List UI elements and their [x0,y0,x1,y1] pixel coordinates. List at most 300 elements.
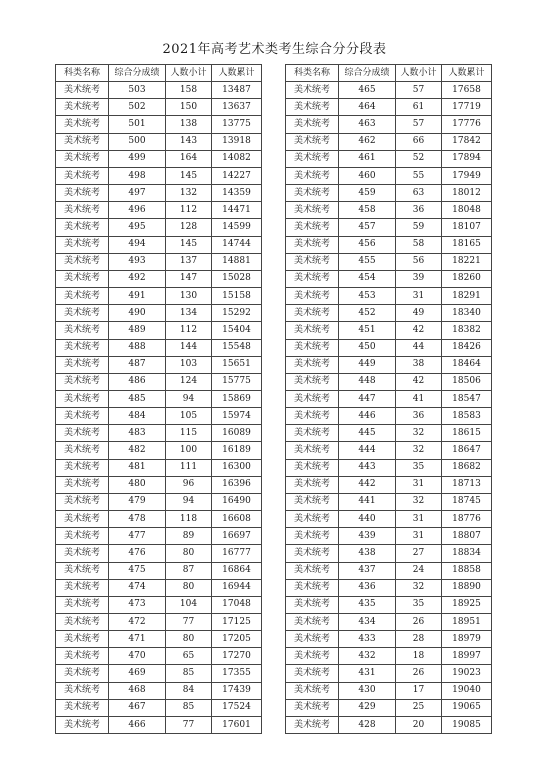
cell-category: 美术统考 [286,596,339,613]
cell-count: 57 [396,116,442,133]
cell-count: 41 [396,390,442,407]
cell-category: 美术统考 [56,150,109,167]
cell-score: 437 [339,562,396,579]
cell-score: 484 [109,408,166,425]
cell-category: 美术统考 [286,133,339,150]
cell-category: 美术统考 [56,631,109,648]
cell-count: 36 [396,408,442,425]
cell-score: 463 [339,116,396,133]
table-header-row [286,65,492,82]
table-row [286,442,492,459]
cell-category: 美术统考 [56,305,109,322]
cell-score: 471 [109,631,166,648]
cell-category: 美术统考 [286,408,339,425]
table-row [286,579,492,596]
cell-cumulative: 18776 [442,511,492,528]
table-row [56,133,262,150]
cell-category: 美术统考 [286,322,339,339]
cell-count: 36 [396,202,442,219]
table-row [56,459,262,476]
table-row [286,476,492,493]
table-row [56,253,262,270]
cell-category: 美术统考 [286,665,339,682]
table-row [56,270,262,287]
cell-cumulative: 18615 [442,425,492,442]
table-row [56,82,262,99]
cell-score: 475 [109,562,166,579]
table-row [286,82,492,99]
cell-score: 502 [109,99,166,116]
cell-category: 美术统考 [56,493,109,510]
cell-cumulative: 18682 [442,459,492,476]
cell-count: 20 [396,716,442,733]
cell-cumulative: 17125 [212,614,262,631]
cell-count: 164 [166,150,212,167]
cell-score: 453 [339,288,396,305]
table-row [286,699,492,716]
table-row [56,631,262,648]
cell-cumulative: 17949 [442,167,492,184]
table-row [286,408,492,425]
cell-category: 美术统考 [56,133,109,150]
cell-cumulative: 18012 [442,185,492,202]
cell-score: 444 [339,442,396,459]
cell-count: 17 [396,682,442,699]
cell-cumulative: 15651 [212,356,262,373]
cell-count: 57 [396,82,442,99]
cell-count: 26 [396,665,442,682]
cell-count: 89 [166,528,212,545]
cell-cumulative: 17355 [212,665,262,682]
cell-count: 137 [166,253,212,270]
cell-score: 480 [109,476,166,493]
cell-cumulative: 18382 [442,322,492,339]
cell-category: 美术统考 [286,150,339,167]
cell-count: 115 [166,425,212,442]
cell-score: 481 [109,459,166,476]
cell-category: 美术统考 [56,99,109,116]
cell-category: 美术统考 [286,270,339,287]
table-row [56,322,262,339]
cell-count: 42 [396,373,442,390]
cell-category: 美术统考 [286,202,339,219]
cell-category: 美术统考 [56,116,109,133]
cell-cumulative: 17601 [212,716,262,733]
cell-count: 58 [396,236,442,253]
table-row [286,511,492,528]
cell-score: 488 [109,339,166,356]
cell-cumulative: 17894 [442,150,492,167]
cell-count: 55 [396,167,442,184]
cell-score: 497 [109,185,166,202]
table-row [56,545,262,562]
header-category: 科类名称 [286,65,339,82]
cell-count: 42 [396,322,442,339]
cell-cumulative: 18834 [442,545,492,562]
table-row [56,356,262,373]
cell-count: 103 [166,356,212,373]
cell-count: 150 [166,99,212,116]
table-row [56,202,262,219]
header-score: 综合分成绩 [109,65,166,82]
cell-score: 454 [339,270,396,287]
cell-count: 77 [166,716,212,733]
cell-category: 美术统考 [286,493,339,510]
cell-count: 35 [396,596,442,613]
cell-category: 美术统考 [286,511,339,528]
cell-score: 501 [109,116,166,133]
cell-cumulative: 19040 [442,682,492,699]
cell-category: 美术统考 [56,596,109,613]
cell-cumulative: 17776 [442,116,492,133]
cell-category: 美术统考 [286,253,339,270]
table-row [286,614,492,631]
cell-score: 428 [339,716,396,733]
cell-category: 美术统考 [56,511,109,528]
cell-category: 美术统考 [286,82,339,99]
cell-cumulative: 15775 [212,373,262,390]
cell-count: 44 [396,339,442,356]
cell-category: 美术统考 [286,459,339,476]
cell-category: 美术统考 [56,545,109,562]
cell-score: 495 [109,219,166,236]
cell-score: 441 [339,493,396,510]
table-row [286,236,492,253]
table-row [56,699,262,716]
table-row [56,476,262,493]
cell-score: 485 [109,390,166,407]
table-row [56,288,262,305]
cell-category: 美术统考 [56,682,109,699]
cell-category: 美术统考 [56,665,109,682]
cell-category: 美术统考 [56,82,109,99]
cell-category: 美术统考 [56,339,109,356]
cell-cumulative: 18506 [442,373,492,390]
cell-cumulative: 15292 [212,305,262,322]
cell-score: 451 [339,322,396,339]
table-row [56,648,262,665]
cell-score: 440 [339,511,396,528]
cell-count: 100 [166,442,212,459]
cell-score: 483 [109,425,166,442]
cell-score: 431 [339,665,396,682]
table-row [56,373,262,390]
cell-score: 468 [109,682,166,699]
cell-category: 美术统考 [56,219,109,236]
cell-score: 447 [339,390,396,407]
cell-score: 458 [339,202,396,219]
cell-category: 美术统考 [56,236,109,253]
cell-category: 美术统考 [56,528,109,545]
cell-count: 138 [166,116,212,133]
cell-cumulative: 14744 [212,236,262,253]
cell-cumulative: 13637 [212,99,262,116]
cell-score: 432 [339,648,396,665]
cell-category: 美术统考 [56,614,109,631]
cell-score: 472 [109,614,166,631]
cell-cumulative: 18547 [442,390,492,407]
cell-count: 77 [166,614,212,631]
cell-cumulative: 15548 [212,339,262,356]
table-row [56,682,262,699]
cell-category: 美术统考 [286,99,339,116]
cell-count: 31 [396,476,442,493]
table-row [286,339,492,356]
cell-category: 美术统考 [286,236,339,253]
cell-count: 112 [166,202,212,219]
cell-score: 460 [339,167,396,184]
cell-count: 84 [166,682,212,699]
cell-score: 479 [109,493,166,510]
table-row [56,408,262,425]
cell-cumulative: 18890 [442,579,492,596]
cell-category: 美术统考 [286,476,339,493]
cell-category: 美术统考 [286,373,339,390]
cell-category: 美术统考 [56,408,109,425]
cell-cumulative: 16300 [212,459,262,476]
cell-cumulative: 15028 [212,270,262,287]
page-title: 2021年高考艺术类考生综合分分段表 [162,42,387,57]
cell-category: 美术统考 [286,699,339,716]
cell-score: 466 [109,716,166,733]
cell-count: 49 [396,305,442,322]
cell-score: 470 [109,648,166,665]
header-score: 综合分成绩 [339,65,396,82]
cell-cumulative: 18979 [442,631,492,648]
cell-count: 27 [396,545,442,562]
cell-score: 476 [109,545,166,562]
cell-category: 美术统考 [286,425,339,442]
cell-category: 美术统考 [286,339,339,356]
table-row [56,167,262,184]
cell-score: 489 [109,322,166,339]
cell-score: 443 [339,459,396,476]
cell-category: 美术统考 [286,631,339,648]
cell-count: 31 [396,511,442,528]
cell-count: 96 [166,476,212,493]
cell-cumulative: 18745 [442,493,492,510]
cell-score: 445 [339,425,396,442]
cell-count: 104 [166,596,212,613]
cell-cumulative: 18340 [442,305,492,322]
cell-count: 59 [396,219,442,236]
cell-count: 32 [396,493,442,510]
cell-cumulative: 17658 [442,82,492,99]
cell-cumulative: 19023 [442,665,492,682]
cell-category: 美术统考 [286,288,339,305]
cell-cumulative: 16608 [212,511,262,528]
cell-score: 442 [339,476,396,493]
cell-category: 美术统考 [286,682,339,699]
table-row [286,545,492,562]
cell-score: 462 [339,133,396,150]
table-row [286,202,492,219]
cell-cumulative: 15158 [212,288,262,305]
cell-score: 434 [339,614,396,631]
cell-score: 492 [109,270,166,287]
cell-category: 美术统考 [56,442,109,459]
cell-category: 美术统考 [56,476,109,493]
cell-count: 32 [396,425,442,442]
cell-count: 80 [166,545,212,562]
cell-cumulative: 14599 [212,219,262,236]
table-row [286,99,492,116]
cell-count: 66 [396,133,442,150]
cell-cumulative: 13918 [212,133,262,150]
cell-category: 美术统考 [56,459,109,476]
cell-score: 448 [339,373,396,390]
cell-score: 467 [109,699,166,716]
cell-count: 130 [166,288,212,305]
cell-category: 美术统考 [286,219,339,236]
cell-category: 美术统考 [56,373,109,390]
cell-score: 499 [109,150,166,167]
cell-cumulative: 14227 [212,167,262,184]
table-row [286,528,492,545]
cell-category: 美术统考 [286,442,339,459]
cell-cumulative: 18951 [442,614,492,631]
table-row [286,150,492,167]
cell-category: 美术统考 [56,288,109,305]
table-row [56,665,262,682]
cell-cumulative: 16864 [212,562,262,579]
table-row [56,511,262,528]
cell-cumulative: 18583 [442,408,492,425]
cell-count: 112 [166,322,212,339]
cell-score: 435 [339,596,396,613]
cell-category: 美术统考 [56,356,109,373]
cell-count: 143 [166,133,212,150]
cell-score: 459 [339,185,396,202]
table-row [56,528,262,545]
table-row [286,219,492,236]
table-row [56,596,262,613]
table-header-row [56,65,262,82]
cell-category: 美术统考 [286,528,339,545]
cell-cumulative: 16490 [212,493,262,510]
cell-count: 80 [166,579,212,596]
table-row [286,493,492,510]
cell-cumulative: 14881 [212,253,262,270]
cell-score: 446 [339,408,396,425]
cell-cumulative: 18260 [442,270,492,287]
cell-score: 474 [109,579,166,596]
cell-cumulative: 17842 [442,133,492,150]
score-table-right [285,64,492,734]
cell-count: 118 [166,511,212,528]
table-row [286,356,492,373]
cell-score: 478 [109,511,166,528]
cell-cumulative: 16777 [212,545,262,562]
table-row [286,716,492,733]
cell-cumulative: 18997 [442,648,492,665]
cell-cumulative: 15869 [212,390,262,407]
cell-cumulative: 13487 [212,82,262,99]
header-category: 科类名称 [56,65,109,82]
cell-cumulative: 18925 [442,596,492,613]
cell-cumulative: 18107 [442,219,492,236]
table-row [286,390,492,407]
cell-category: 美术统考 [286,562,339,579]
cell-count: 85 [166,699,212,716]
table-row [286,116,492,133]
cell-cumulative: 17205 [212,631,262,648]
cell-cumulative: 14359 [212,185,262,202]
cell-score: 433 [339,631,396,648]
cell-cumulative: 18048 [442,202,492,219]
table-row [56,493,262,510]
cell-cumulative: 14471 [212,202,262,219]
cell-cumulative: 18713 [442,476,492,493]
cell-score: 493 [109,253,166,270]
cell-category: 美术统考 [56,699,109,716]
cell-score: 457 [339,219,396,236]
table-row [286,459,492,476]
table-row [56,150,262,167]
cell-cumulative: 13775 [212,116,262,133]
cell-category: 美术统考 [56,322,109,339]
table-row [286,305,492,322]
cell-score: 500 [109,133,166,150]
cell-count: 87 [166,562,212,579]
cell-score: 430 [339,682,396,699]
cell-count: 105 [166,408,212,425]
header-count: 人数小计 [396,65,442,82]
table-row [56,236,262,253]
cell-score: 477 [109,528,166,545]
cell-count: 38 [396,356,442,373]
cell-category: 美术统考 [56,202,109,219]
cell-category: 美术统考 [56,253,109,270]
table-row [286,253,492,270]
cell-score: 503 [109,82,166,99]
cell-cumulative: 16396 [212,476,262,493]
cell-cumulative: 17524 [212,699,262,716]
cell-category: 美术统考 [56,425,109,442]
cell-score: 438 [339,545,396,562]
cell-count: 26 [396,614,442,631]
table-row [286,631,492,648]
cell-score: 429 [339,699,396,716]
table-row [286,270,492,287]
cell-cumulative: 19085 [442,716,492,733]
table-row [56,425,262,442]
cell-category: 美术统考 [286,390,339,407]
table-row [286,373,492,390]
cell-count: 134 [166,305,212,322]
cell-score: 494 [109,236,166,253]
cell-score: 490 [109,305,166,322]
cell-category: 美术统考 [56,167,109,184]
table-row [286,596,492,613]
cell-count: 80 [166,631,212,648]
cell-score: 461 [339,150,396,167]
cell-cumulative: 17270 [212,648,262,665]
cell-count: 25 [396,699,442,716]
table-row [286,562,492,579]
cell-score: 498 [109,167,166,184]
table-row [56,442,262,459]
cell-category: 美术统考 [56,185,109,202]
cell-count: 94 [166,390,212,407]
cell-count: 65 [166,648,212,665]
cell-count: 128 [166,219,212,236]
table-row [286,648,492,665]
table-row [56,219,262,236]
table-row [286,288,492,305]
table-row [286,665,492,682]
score-table-left [55,64,262,734]
